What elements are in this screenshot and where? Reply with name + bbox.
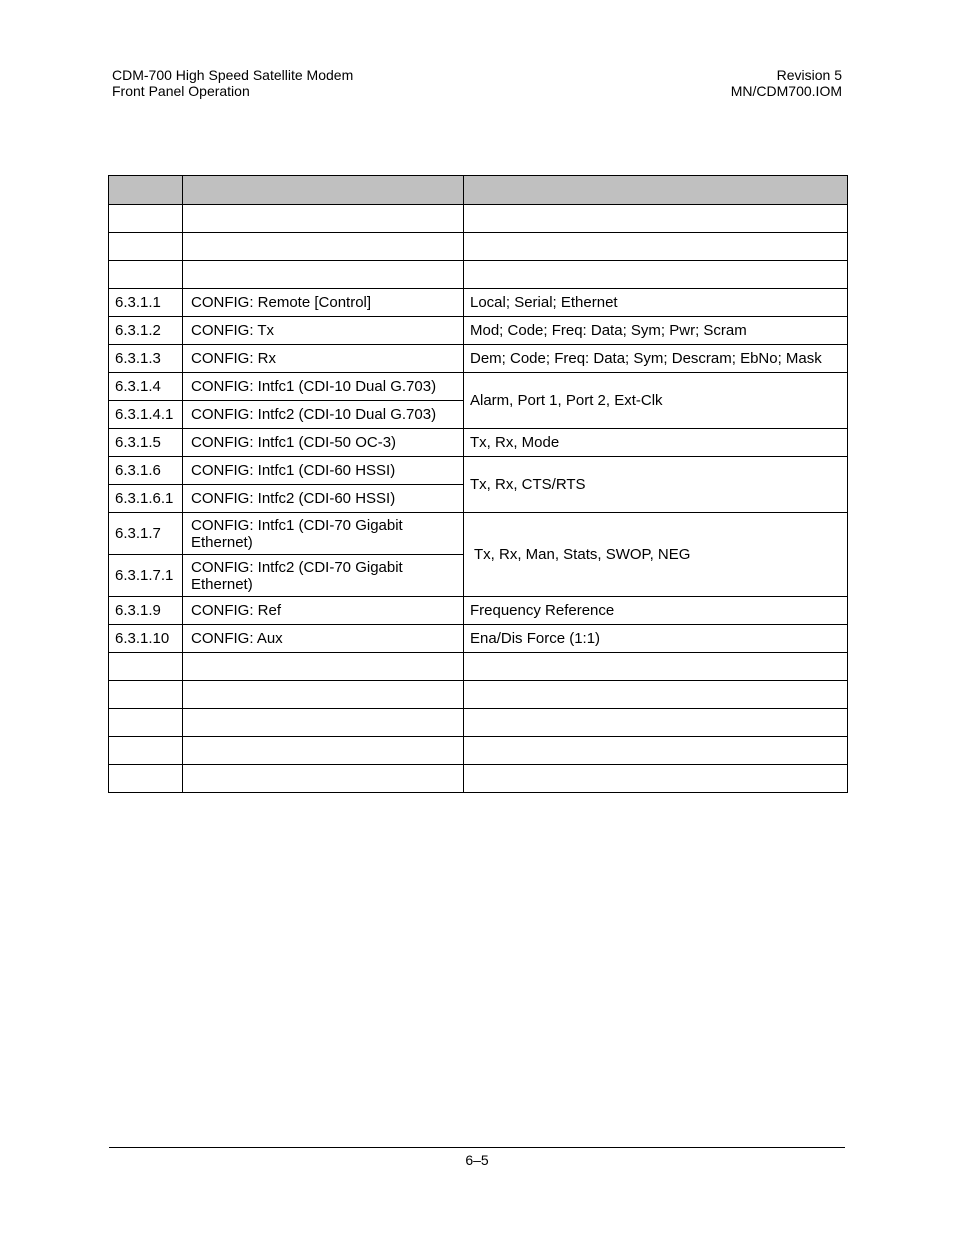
table-row	[109, 513, 848, 555]
menu-cell: CONFIG: Intfc2 (CDI-60 HSSI)	[183, 485, 464, 513]
options-cell: Ena/Dis Force (1:1)	[464, 625, 848, 653]
table-row	[109, 261, 848, 289]
section-cell	[109, 681, 183, 709]
header-cell-options	[464, 176, 848, 205]
options-cell: Tx, Rx, Man, Stats, SWOP, NEG	[464, 513, 848, 597]
options-cell	[464, 765, 848, 793]
table-row	[109, 457, 848, 485]
section-cell: 6.3.1.9	[109, 597, 183, 625]
section-cell: 6.3.1.1	[109, 289, 183, 317]
table-row	[109, 625, 848, 653]
options-cell: Dem; Code; Freq: Data; Sym; Descram; EbNo; Mask	[464, 345, 848, 373]
menu-cell: CONFIG: Aux	[183, 625, 464, 653]
menu-cell	[183, 233, 464, 261]
table-row	[109, 345, 848, 373]
menu-cell	[183, 681, 464, 709]
menu-cell: CONFIG: Rx	[183, 345, 464, 373]
section-cell: 6.3.1.2	[109, 317, 183, 345]
page-header-left	[112, 67, 353, 99]
table-row	[109, 653, 848, 681]
config-menu-table	[108, 175, 848, 793]
revision-label: Revision 5	[776, 67, 842, 83]
menu-cell	[183, 709, 464, 737]
section-cell: 6.3.1.7	[109, 513, 183, 555]
menu-cell: CONFIG: Intfc1 (CDI-50 OC-3)	[183, 429, 464, 457]
options-cell	[464, 709, 848, 737]
document-title: CDM-700 High Speed Satellite Modem	[112, 67, 354, 83]
section-cell	[109, 737, 183, 765]
menu-cell: CONFIG: Intfc2 (CDI-70 Gigabit Ethernet)	[183, 555, 464, 597]
header-cell-section	[109, 176, 183, 205]
menu-cell: CONFIG: Tx	[183, 317, 464, 345]
options-cell	[464, 737, 848, 765]
options-cell	[464, 681, 848, 709]
options-cell	[464, 653, 848, 681]
menu-cell: CONFIG: Ref	[183, 597, 464, 625]
menu-cell	[183, 737, 464, 765]
options-cell	[464, 205, 848, 233]
options-cell: Tx, Rx, Mode	[464, 429, 848, 457]
table-row	[109, 765, 848, 793]
options-cell: Local; Serial; Ethernet	[464, 289, 848, 317]
header-cell-menu	[183, 176, 464, 205]
section-cell: 6.3.1.3	[109, 345, 183, 373]
table-row	[109, 233, 848, 261]
menu-cell	[183, 261, 464, 289]
document-id: MN/CDM700.IOM	[730, 83, 842, 99]
section-cell	[109, 261, 183, 289]
section-cell: 6.3.1.7.1	[109, 555, 183, 597]
menu-cell	[183, 205, 464, 233]
menu-cell: CONFIG: Intfc1 (CDI-60 HSSI)	[183, 457, 464, 485]
options-cell: Tx, Rx, CTS/RTS	[464, 457, 848, 513]
section-cell	[109, 205, 183, 233]
table-row	[109, 737, 848, 765]
section-name: Front Panel Operation	[112, 83, 250, 99]
section-cell: 6.3.1.4.1	[109, 401, 183, 429]
table-row	[109, 597, 848, 625]
options-cell: Mod; Code; Freq: Data; Sym; Pwr; Scram	[464, 317, 848, 345]
table-header-row	[109, 176, 848, 205]
page-number: 6–5	[465, 1152, 489, 1168]
section-cell: 6.3.1.6.1	[109, 485, 183, 513]
options-cell: Alarm, Port 1, Port 2, Ext-Clk	[464, 373, 848, 429]
table-row	[109, 317, 848, 345]
table-row	[109, 205, 848, 233]
table-row	[109, 709, 848, 737]
menu-cell	[183, 765, 464, 793]
table-row	[109, 681, 848, 709]
menu-cell: CONFIG: Intfc2 (CDI-10 Dual G.703)	[183, 401, 464, 429]
menu-cell: CONFIG: Remote [Control]	[183, 289, 464, 317]
section-cell	[109, 709, 183, 737]
options-cell	[464, 261, 848, 289]
table-row	[109, 289, 848, 317]
section-cell	[109, 653, 183, 681]
menu-cell	[183, 653, 464, 681]
section-cell: 6.3.1.10	[109, 625, 183, 653]
table-row	[109, 429, 848, 457]
table-row	[109, 373, 848, 401]
menu-cell: CONFIG: Intfc1 (CDI-10 Dual G.703)	[183, 373, 464, 401]
page-header-right	[731, 67, 842, 99]
footer-divider	[109, 1147, 845, 1148]
options-cell	[464, 233, 848, 261]
options-cell: Frequency Reference	[464, 597, 848, 625]
section-cell	[109, 233, 183, 261]
section-cell: 6.3.1.5	[109, 429, 183, 457]
section-cell	[109, 765, 183, 793]
section-cell: 6.3.1.6	[109, 457, 183, 485]
section-cell: 6.3.1.4	[109, 373, 183, 401]
menu-cell: CONFIG: Intfc1 (CDI-70 Gigabit Ethernet)	[183, 513, 464, 555]
